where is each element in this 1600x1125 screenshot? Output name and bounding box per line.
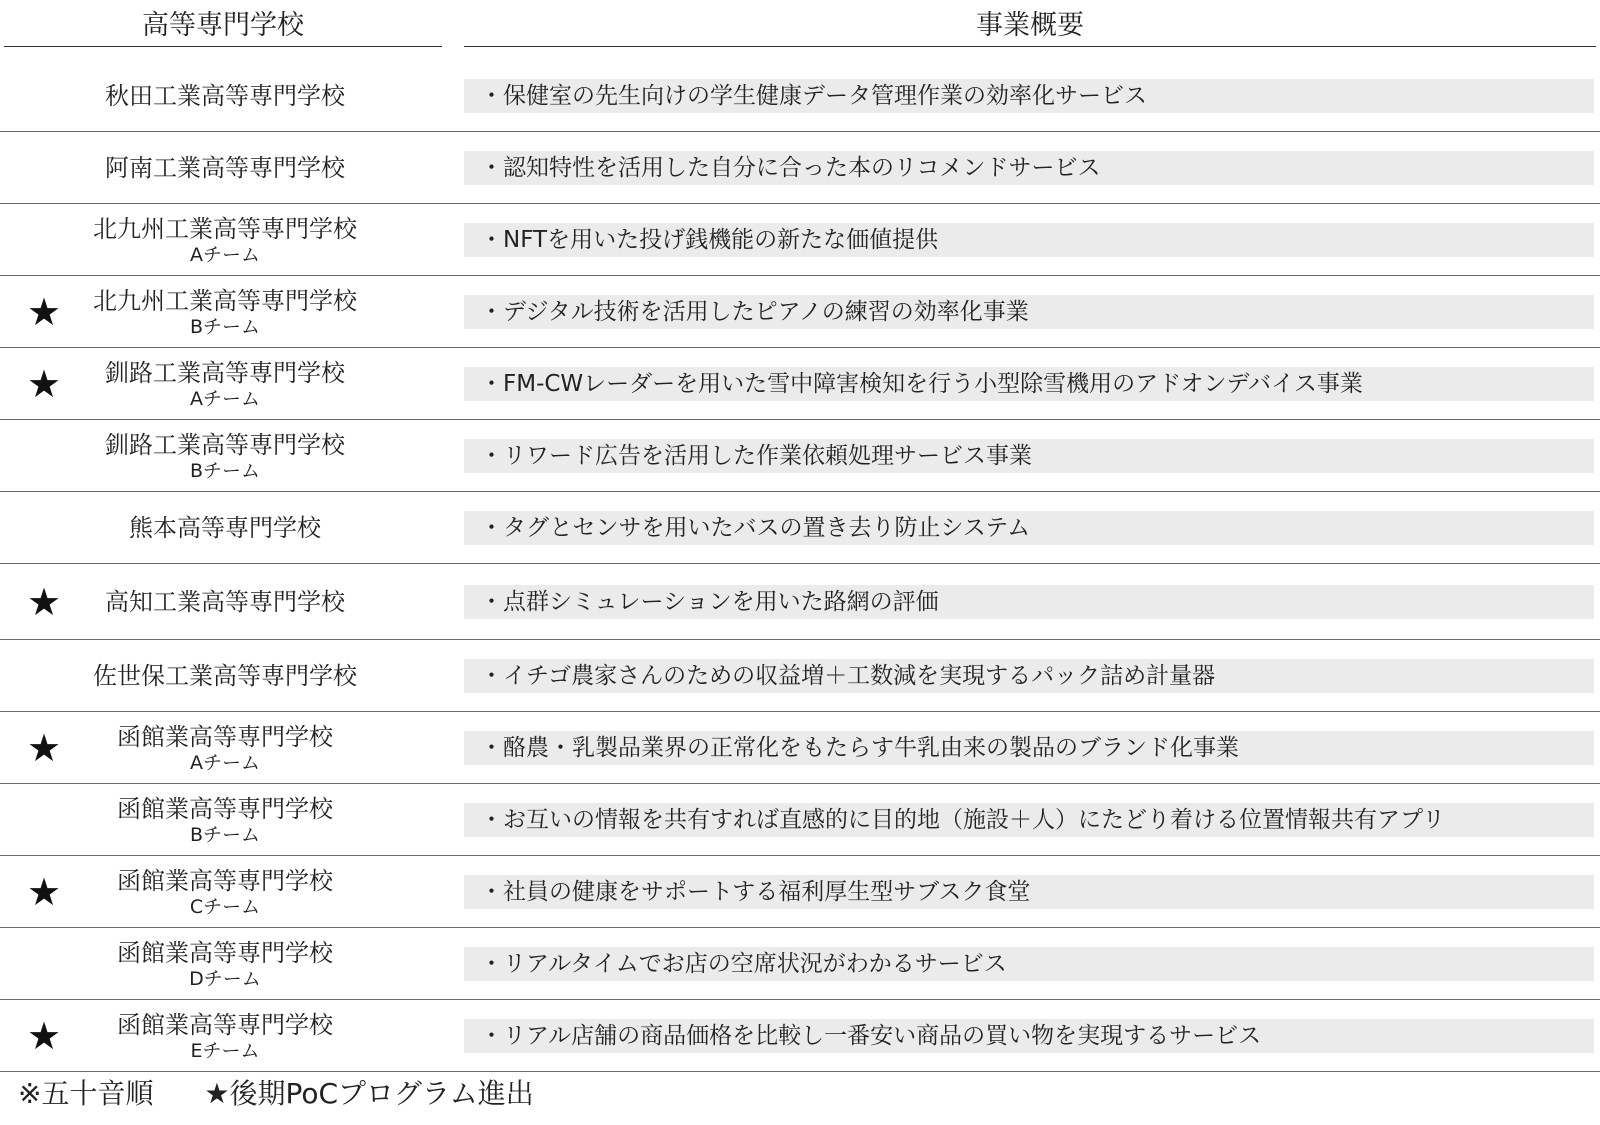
summary-cell: ・保健室の先生向けの学生健康データ管理作業の効率化サービス: [464, 79, 1594, 113]
summary-cell: ・お互いの情報を共有すれば直感的に目的地（施設＋人）にたどり着ける位置情報共有アプリ: [464, 803, 1594, 837]
school-name: 釧路工業高等専門学校: [105, 430, 345, 459]
table-row: [0, 784, 1600, 856]
table-row: [0, 712, 1600, 784]
star-icon: ★: [26, 725, 62, 770]
school-name: 釧路工業高等専門学校: [105, 358, 345, 387]
summary-cell: ・タグとセンサを用いたバスの置き去り防止システム: [464, 511, 1594, 545]
star-icon: ★: [26, 869, 62, 914]
school-name: 函館業高等専門学校: [117, 794, 333, 823]
school-name: 北九州工業高等専門学校: [93, 286, 357, 315]
summary-cell: ・イチゴ農家さんのための収益増＋工数減を実現するパック詰め計量器: [464, 659, 1594, 693]
team-name: Bチーム: [189, 315, 261, 338]
school-cell: [60, 1010, 390, 1062]
school-cell: [60, 81, 390, 111]
school-cell: [60, 866, 390, 918]
table-row: [0, 132, 1600, 204]
footnote: [18, 1074, 576, 1114]
school-name: 函館業高等専門学校: [117, 938, 333, 967]
summary-cell: ・リアルタイムでお店の空席状況がわかるサービス: [464, 947, 1594, 981]
team-name: Aチーム: [190, 387, 260, 410]
team-name: Aチーム: [190, 751, 260, 774]
summary-column-header: 事業概要: [976, 10, 1084, 41]
school-name: 阿南工業高等専門学校: [105, 153, 345, 182]
school-name: 函館業高等専門学校: [117, 1010, 333, 1039]
star-icon: ★: [26, 289, 62, 334]
summary-cell: ・デジタル技術を活用したピアノの練習の効率化事業: [464, 295, 1594, 329]
school-cell: [60, 214, 390, 266]
school-name: 秋田工業高等専門学校: [105, 81, 345, 110]
header-divider-school: [4, 46, 442, 47]
school-name: 北九州工業高等専門学校: [93, 214, 357, 243]
school-name: 函館業高等専門学校: [117, 722, 333, 751]
school-cell: [60, 286, 390, 338]
table-row: [0, 276, 1600, 348]
summary-cell: ・リアル店舗の商品価格を比較し一番安い商品の買い物を実現するサービス: [464, 1019, 1594, 1053]
summary-cell: ・点群シミュレーションを用いた路網の評価: [464, 585, 1594, 619]
summary-cell: ・酪農・乳製品業界の正常化をもたらす牛乳由来の製品のブランド化事業: [464, 731, 1594, 765]
school-cell: [60, 430, 390, 482]
header-divider-summary: [464, 46, 1596, 47]
table-row: [0, 564, 1600, 640]
team-name: Bチーム: [189, 823, 261, 846]
summary-cell: ・NFTを用いた投げ銭機能の新たな価値提供: [464, 223, 1594, 257]
summary-cell: ・リワード広告を活用した作業依頼処理サービス事業: [464, 439, 1594, 473]
school-cell: [60, 587, 390, 617]
table-row: [0, 348, 1600, 420]
footnote-legend: ★後期PoCプログラム進出: [204, 1077, 534, 1110]
school-cell: [60, 513, 390, 543]
table-row: [0, 928, 1600, 1000]
table-row: [0, 420, 1600, 492]
school-cell: [60, 661, 390, 691]
school-cell: [60, 722, 390, 774]
summary-cell: ・FM-CWレーダーを用いた雪中障害検知を行う小型除雪機用のアドオンデバイス事業: [464, 367, 1594, 401]
school-name: 熊本高等専門学校: [129, 513, 321, 542]
school-cell: [60, 153, 390, 183]
table-row: [0, 640, 1600, 712]
star-icon: ★: [26, 579, 62, 624]
table-row: [0, 204, 1600, 276]
table-row: [0, 856, 1600, 928]
team-name: Bチーム: [189, 459, 261, 482]
table-row: [0, 60, 1600, 132]
summary-cell: ・社員の健康をサポートする福利厚生型サブスク食堂: [464, 875, 1594, 909]
school-column-header: 高等専門学校: [142, 10, 304, 41]
table-row: [0, 492, 1600, 564]
team-name: Aチーム: [190, 243, 260, 266]
footnote-order: ※五十音順: [18, 1077, 154, 1110]
table-row: [0, 1000, 1600, 1072]
team-table: [0, 60, 1600, 1072]
team-name: Dチーム: [189, 967, 261, 990]
school-name: 高知工業高等専門学校: [105, 587, 345, 616]
star-icon: ★: [26, 361, 62, 406]
team-name: Eチーム: [190, 1039, 260, 1062]
summary-cell: ・認知特性を活用した自分に合った本のリコメンドサービス: [464, 151, 1594, 185]
school-cell: [60, 358, 390, 410]
team-name: Cチーム: [189, 895, 261, 918]
school-name: 佐世保工業高等専門学校: [93, 661, 357, 690]
school-name: 函館業高等専門学校: [117, 866, 333, 895]
star-icon: ★: [26, 1013, 62, 1058]
table-header: [0, 0, 1600, 48]
school-cell: [60, 794, 390, 846]
school-cell: [60, 938, 390, 990]
